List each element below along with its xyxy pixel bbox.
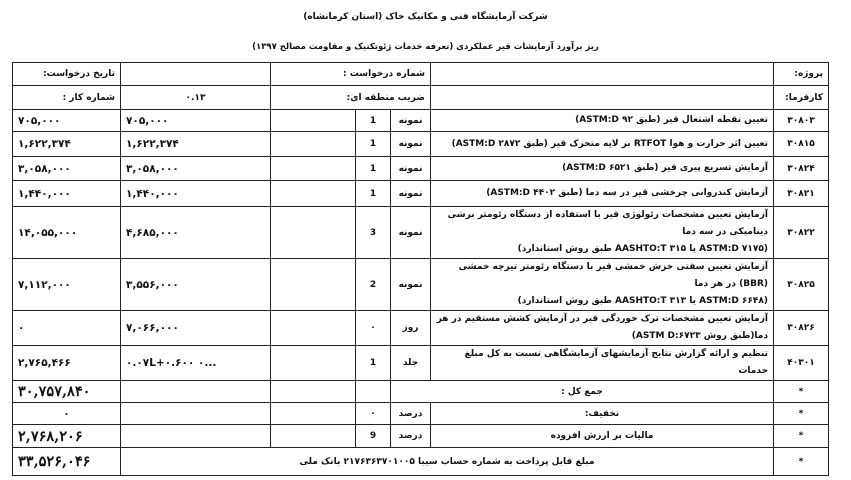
summary-discount-unit: درصد (391, 403, 431, 425)
item-code: ۳۰۸۲۴ (774, 157, 829, 181)
item-quantity: 3 (356, 207, 391, 259)
item-unit: جلد (391, 346, 431, 381)
summary-payable-label: مبلغ قابل پرداخت به شماره حساب سیبا ۲۱۷۶۳۶۳۷۰۱۰۰۵ بانک ملی (121, 448, 774, 476)
item-quantity: ۰ (356, 311, 391, 346)
summary-blank-cell (271, 381, 356, 403)
item-description (431, 110, 774, 132)
summary-discount-percent: ۰ (356, 403, 391, 425)
summary-payable-row (13, 448, 829, 476)
summary-vat-row (13, 425, 829, 448)
item-description-line: تنظیم و ارائه گزارش نتایج آزمایشهای آزمایشگاهی نسبت به کل مبلغ خدمات (464, 349, 769, 376)
item-total: ۳,۰۵۸,۰۰۰ (13, 157, 121, 181)
client-value (431, 86, 774, 110)
summary-blank-cell (356, 381, 391, 403)
item-description (431, 346, 774, 381)
item-code: ۳۰۸۲۲ (774, 207, 829, 259)
item-unit-price: ۱,۴۴۰,۰۰۰ (121, 181, 271, 207)
item-quantity: 1 (356, 132, 391, 157)
item-description-line: (ASTM:D ۷۱۷۵ یا AASHTO:T ۳۱۵ طبق روش استاندارد) (517, 244, 769, 254)
summary-star: * (774, 425, 829, 448)
item-unit: نمونه (391, 110, 431, 132)
item-quantity: 1 (356, 157, 391, 181)
item-code: ۴۰۳۰۱ (774, 346, 829, 381)
item-quantity: 1 (356, 181, 391, 207)
summary-star: * (774, 381, 829, 403)
item-code: ۳۰۸۲۵ (774, 259, 829, 311)
item-quantity: 2 (356, 259, 391, 311)
item-quantity: 1 (356, 346, 391, 381)
item-description (431, 311, 774, 346)
info-row-client (13, 86, 829, 110)
item-description-line: آزمایش تسریع پیری قیر (طبق ASTM:D ۶۵۲۱) (562, 163, 769, 173)
summary-vat-value: ۲,۷۶۸,۲۰۶ (13, 425, 121, 448)
summary-payable-value: ۳۳,۵۲۶,۰۴۶ (13, 448, 121, 476)
item-description-line: تعیین اثر حرارت و هوا RTFOT بر لایه متحرک قیر (طبق ASTM:D ۲۸۷۲) (451, 138, 769, 149)
summary-blank-cell (271, 425, 356, 448)
item-description (431, 132, 774, 157)
summary-total-label: جمع کل : (391, 381, 774, 403)
item-blank-cell (271, 157, 356, 181)
regional-factor-label: ضریب منطقه ای: (271, 86, 431, 110)
item-code: ۳۰۸۱۵ (774, 132, 829, 157)
item-unit-price: ۷,۰۶۶,۰۰۰ (121, 311, 271, 346)
item-total: ۰ (13, 311, 121, 346)
item-code: ۳۰۸۲۱ (774, 181, 829, 207)
item-unit-price: ۱,۶۲۲,۳۷۴ (121, 132, 271, 157)
summary-vat-percent: 9 (356, 425, 391, 448)
info-row-project (13, 63, 829, 86)
item-total: ۱,۴۴۰,۰۰۰ (13, 181, 121, 207)
item-blank-cell (271, 132, 356, 157)
item-blank-cell (271, 110, 356, 132)
item-description-line: آزمایش کندروانی چرخشی قیر در سه دما (طبق ASTM:D ۴۴۰۲) (486, 188, 769, 198)
item-unit-price: ۳,۵۵۶,۰۰۰ (121, 259, 271, 311)
client-label: کارفرما: (774, 86, 829, 110)
table-row (13, 181, 829, 207)
summary-discount-value: ۰ (13, 403, 121, 425)
estimate-table (12, 62, 829, 476)
table-row (13, 259, 829, 311)
summary-vat-unit: درصد (391, 425, 431, 448)
table-row (13, 346, 829, 381)
summary-blank-cell (121, 381, 271, 403)
item-description-line: تعیین نقطه اشتعال قیر (طبق ASTM:D ۹۲) (575, 115, 769, 125)
summary-discount-row (13, 403, 829, 425)
project-value (431, 63, 774, 86)
project-label: پروژه: (774, 63, 829, 86)
item-code: ۳۰۸۰۳ (774, 110, 829, 132)
item-blank-cell (271, 346, 356, 381)
item-blank-cell (271, 311, 356, 346)
item-description-line: آزمایش تعیین مشخصات ترک خوردگی قیر در آزمایش کشش مستقیم در هر دما(طبق روش ASTM D:۶۷۲۳) (436, 314, 769, 341)
item-blank-cell (271, 181, 356, 207)
item-unit: نمونه (391, 207, 431, 259)
regional-factor-value: ۰.۱۳ (121, 86, 271, 110)
item-total: ۷۰۵,۰۰۰ (13, 110, 121, 132)
summary-blank-cell (121, 403, 271, 425)
request-no-label: شماره درخواست : (271, 63, 431, 86)
summary-total-row (13, 381, 829, 403)
item-total: ۱۴,۰۵۵,۰۰۰ (13, 207, 121, 259)
table-row (13, 110, 829, 132)
table-row (13, 207, 829, 259)
summary-discount-label: تخفیف: (431, 403, 774, 425)
item-unit-price: ۷۰۵,۰۰۰ (121, 110, 271, 132)
item-description-line: آزمایش تعیین مشخصات رئولوژی قیر با استفاده از دستگاه رئومتر برشی دینامیکی در سه دما (447, 210, 769, 237)
item-total: ۷,۱۱۲,۰۰۰ (13, 259, 121, 311)
summary-vat-label: مالیات بر ارزش افزوده (431, 425, 774, 448)
request-date-label: تاریخ درخواست: (13, 63, 121, 86)
item-unit-price: ۴,۶۸۵,۰۰۰ (121, 207, 271, 259)
table-row (13, 157, 829, 181)
item-description (431, 259, 774, 311)
item-total: ۱,۶۲۲,۳۷۴ (13, 132, 121, 157)
item-unit-price: ۰.۰۷L+۰.۶۰۰ ۰... (121, 346, 271, 381)
item-unit: نمونه (391, 157, 431, 181)
summary-star: * (774, 403, 829, 425)
job-no-label: شماره کار : (13, 86, 121, 110)
item-description-line: (ASTM:D ۶۶۴۸ یا AASHTO:T ۳۱۳ طبق روش استاندارد) (517, 296, 769, 306)
summary-total-value: ۳۰,۷۵۷,۸۴۰ (13, 381, 121, 403)
item-description (431, 157, 774, 181)
table-row (13, 311, 829, 346)
company-title: شرکت آزمایشگاه فنی و مکانیک خاک (استان کرمانشاه) (303, 12, 548, 22)
item-description-line: آزمایش تعیین سفتی خزش خمشی قیر با دستگاه رئومتر تیرچه خمشی (BBR) در هر دما (458, 262, 769, 289)
table-row (13, 132, 829, 157)
item-code: ۳۰۸۲۶ (774, 311, 829, 346)
request-no-value (121, 63, 271, 86)
item-unit: نمونه (391, 259, 431, 311)
item-description (431, 207, 774, 259)
summary-blank-cell (121, 425, 271, 448)
item-unit: روز (391, 311, 431, 346)
item-quantity: 1 (356, 110, 391, 132)
summary-blank-cell (271, 403, 356, 425)
item-blank-cell (271, 207, 356, 259)
item-unit: نمونه (391, 132, 431, 157)
document-subtitle: ریز برآورد آزمایشات قیر عملکردی (تعرفه خدمات ژئوتکنیک و مقاومت مصالح ۱۳۹۷) (252, 42, 599, 52)
item-unit: نمونه (391, 181, 431, 207)
item-unit-price: ۳,۰۵۸,۰۰۰ (121, 157, 271, 181)
item-description (431, 181, 774, 207)
item-blank-cell (271, 259, 356, 311)
item-total: ۲,۷۶۵,۴۶۶ (13, 346, 121, 381)
summary-star: * (774, 448, 829, 476)
